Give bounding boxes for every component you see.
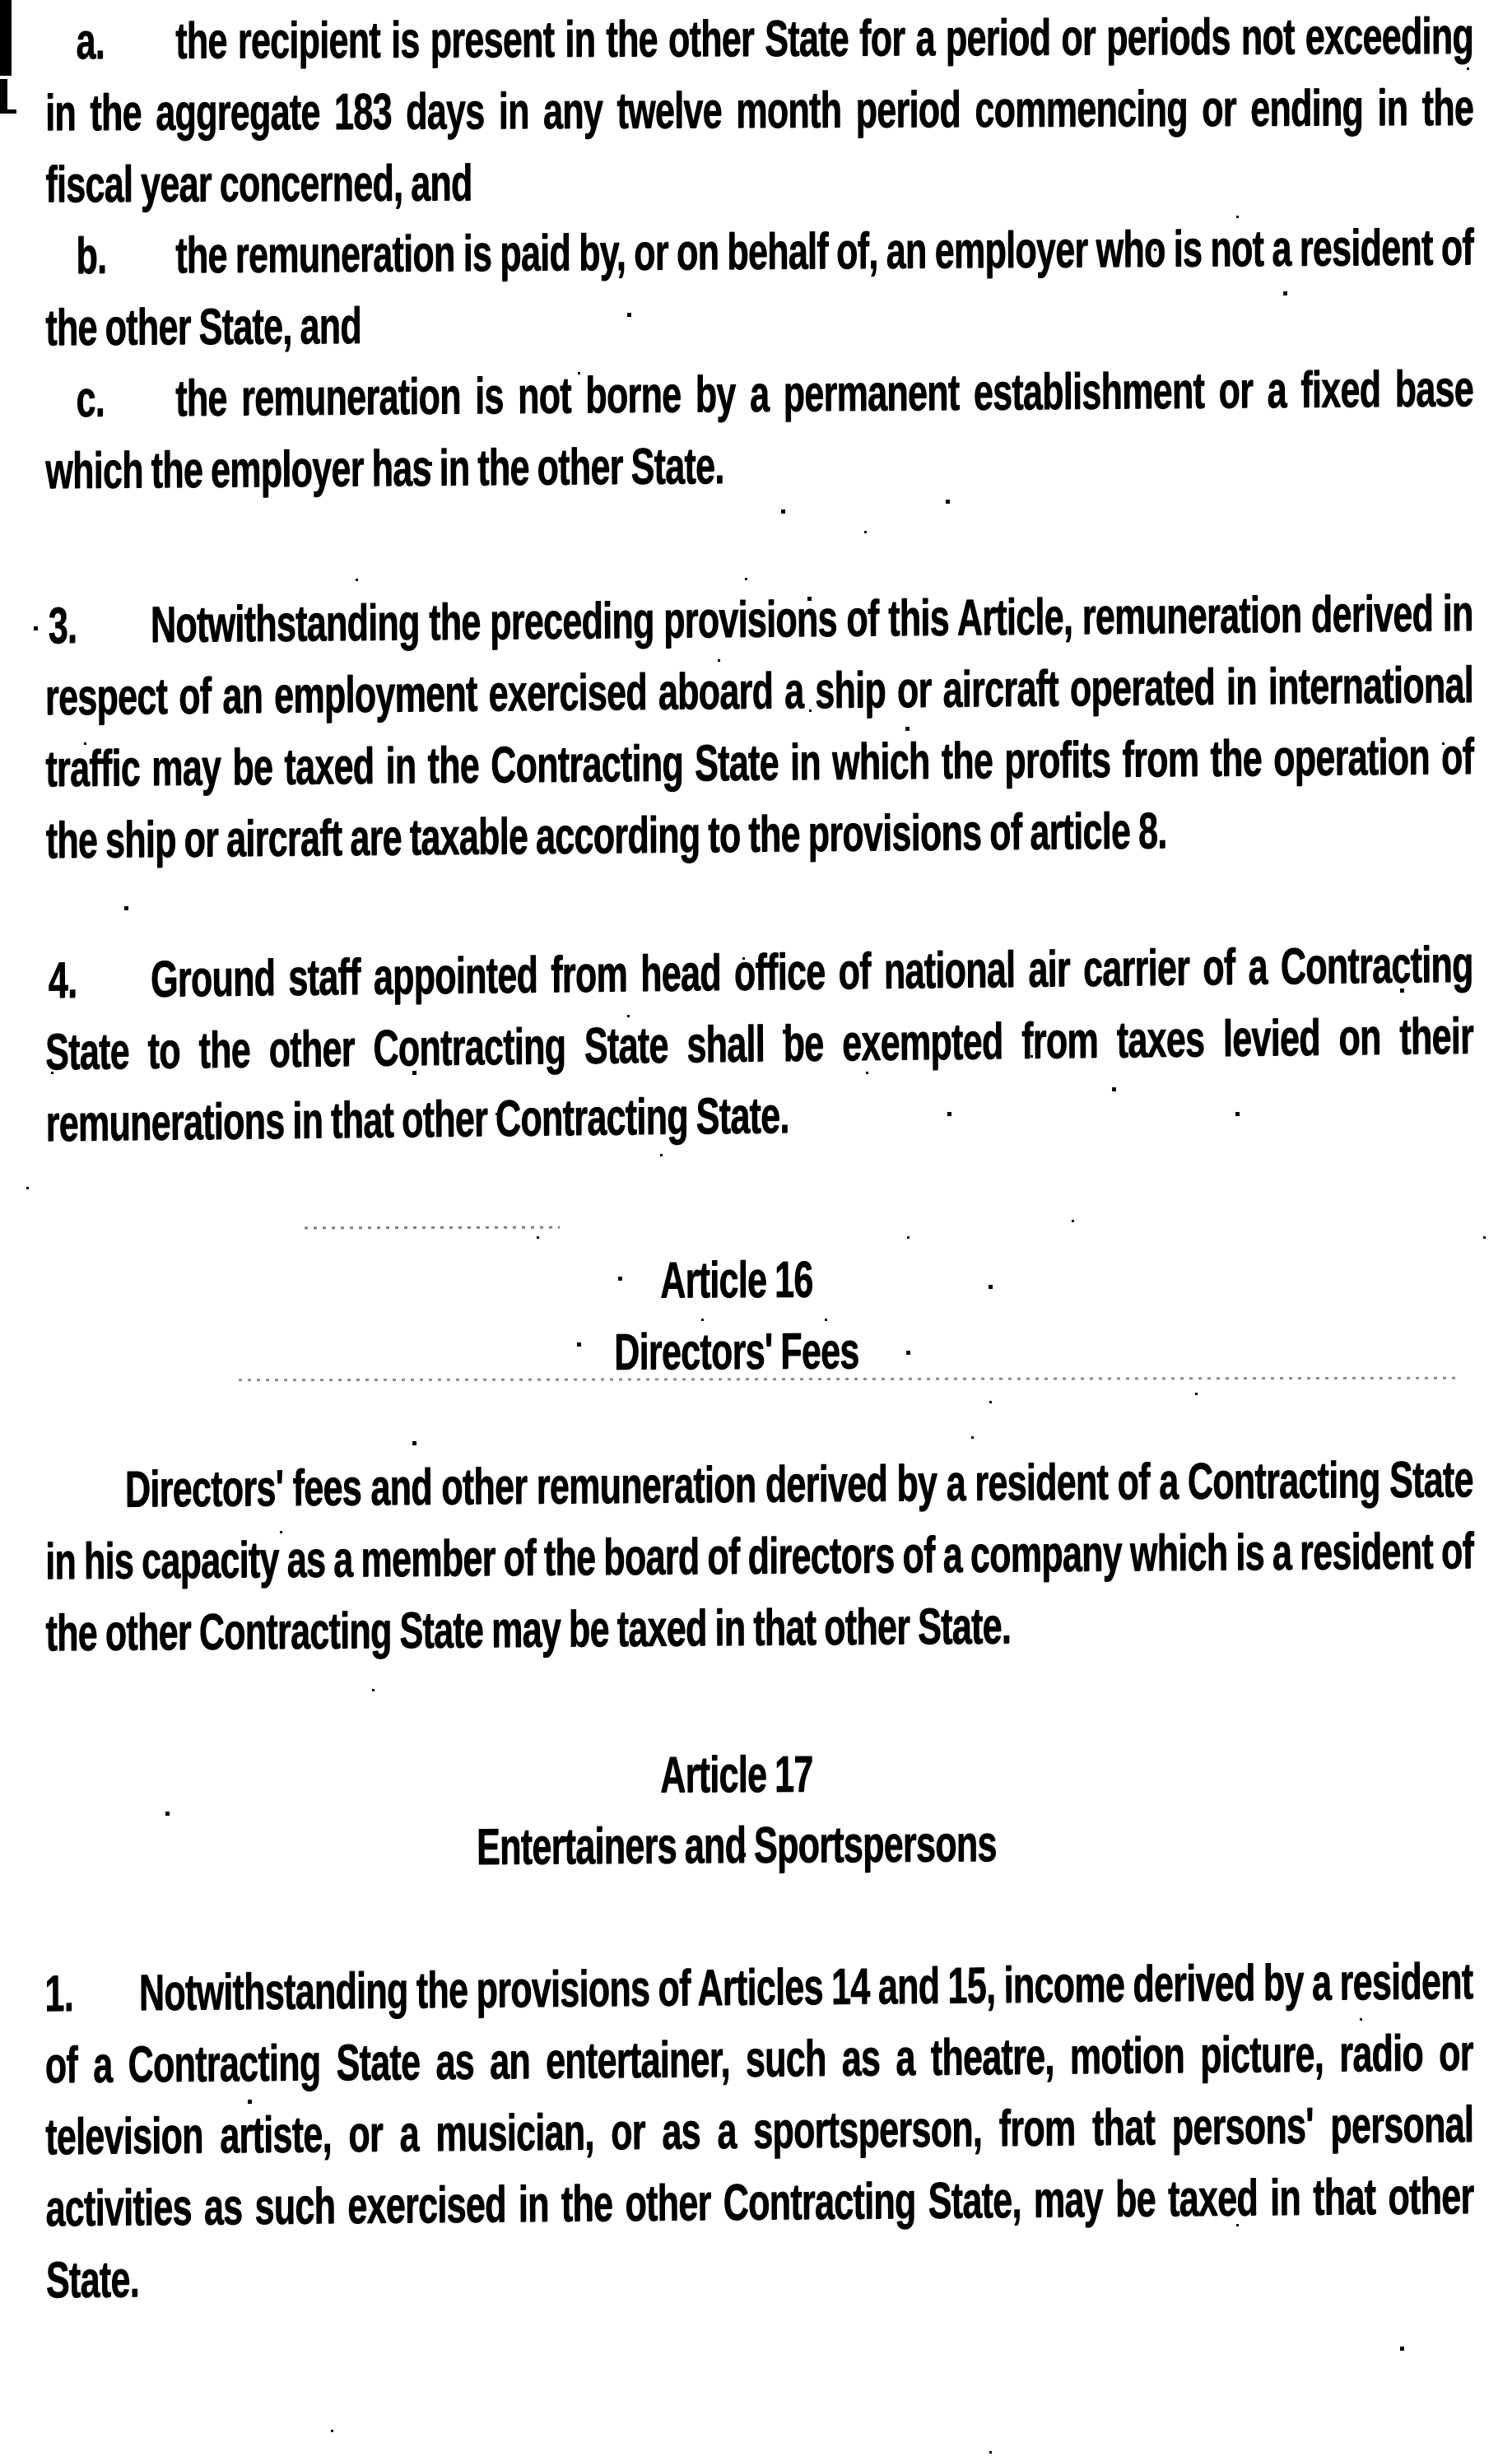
clause-text: the remuneration is paid by, or on behalf of, an employer who is not a resident of the other State, and — [45, 219, 1473, 356]
article-17-paragraph-1 — [44, 1946, 1474, 2316]
article-16-subheading: Directors' Fees — [613, 1323, 859, 1381]
paragraph-3 — [44, 578, 1473, 877]
paragraph-text: Ground staff appointed from head office of national air carrier of a Contracting State to the other Contracting State shall be exempted from taxes levied on their remunerations in that other Contracting State. — [44, 936, 1474, 1152]
clause-text: the recipient is present in the other State for a period or periods not exceeding in the aggregate 183 days in any twelve month period commencing or ending in the fiscal year concerned, and — [44, 7, 1474, 213]
scan-artifact-bar — [0, 109, 16, 114]
clause-text: the remuneration is not borne by a permanent establishment or a fixed base which the employer has in the other State. — [45, 360, 1473, 500]
text-column — [45, 0, 1473, 2316]
scan-artifact-bar — [0, 0, 12, 76]
clause-label: b. — [76, 227, 107, 285]
clause-b — [45, 212, 1474, 364]
paragraph-number: 4. — [48, 951, 77, 1009]
paragraph-text: Notwithstanding the preceding provisions of this Article, remuneration derived in respect of an employment exercised aboard a ship or aircraft operated in international traffic may be taxed in the Contracting State in which the profits from the operation of the ship or aircraft are taxable according to the provisions of article 8. — [44, 584, 1474, 869]
article-17-heading: Article 17 — [659, 1746, 813, 1804]
article-16-body: Directors' fees and other remuneration derived by a resident of a Contracting State in his capacity as a member of the board of directors of a company which is a resident of the other Contracting State may be taxed in that other State. — [44, 1450, 1474, 1662]
clause-label: c. — [76, 370, 105, 428]
paragraph-4 — [44, 928, 1473, 1160]
article-17-subheading: Entertainers and Sportspersons — [476, 1815, 997, 1876]
article-16-heading: Article 16 — [659, 1251, 813, 1310]
clause-label: a. — [76, 12, 105, 70]
clause-a — [45, 0, 1473, 221]
scan-artifact-bar — [0, 79, 7, 110]
paragraph-number: 3. — [48, 597, 77, 654]
paragraph-number: 1. — [44, 1965, 73, 2023]
scan-noise — [0, 0, 2, 2]
clause-c — [45, 353, 1474, 507]
paragraph-text: Notwithstanding the provisions of Articles 14 and 15, income derived by a resident of a Contracting State as an entertainer, such as a theatre, motion picture, radio or television artiste, or a musician, or as a sportsperson, from that persons' personal activities as such exercised in the other Contracting State, may be taxed in that other State. — [44, 1952, 1474, 2309]
